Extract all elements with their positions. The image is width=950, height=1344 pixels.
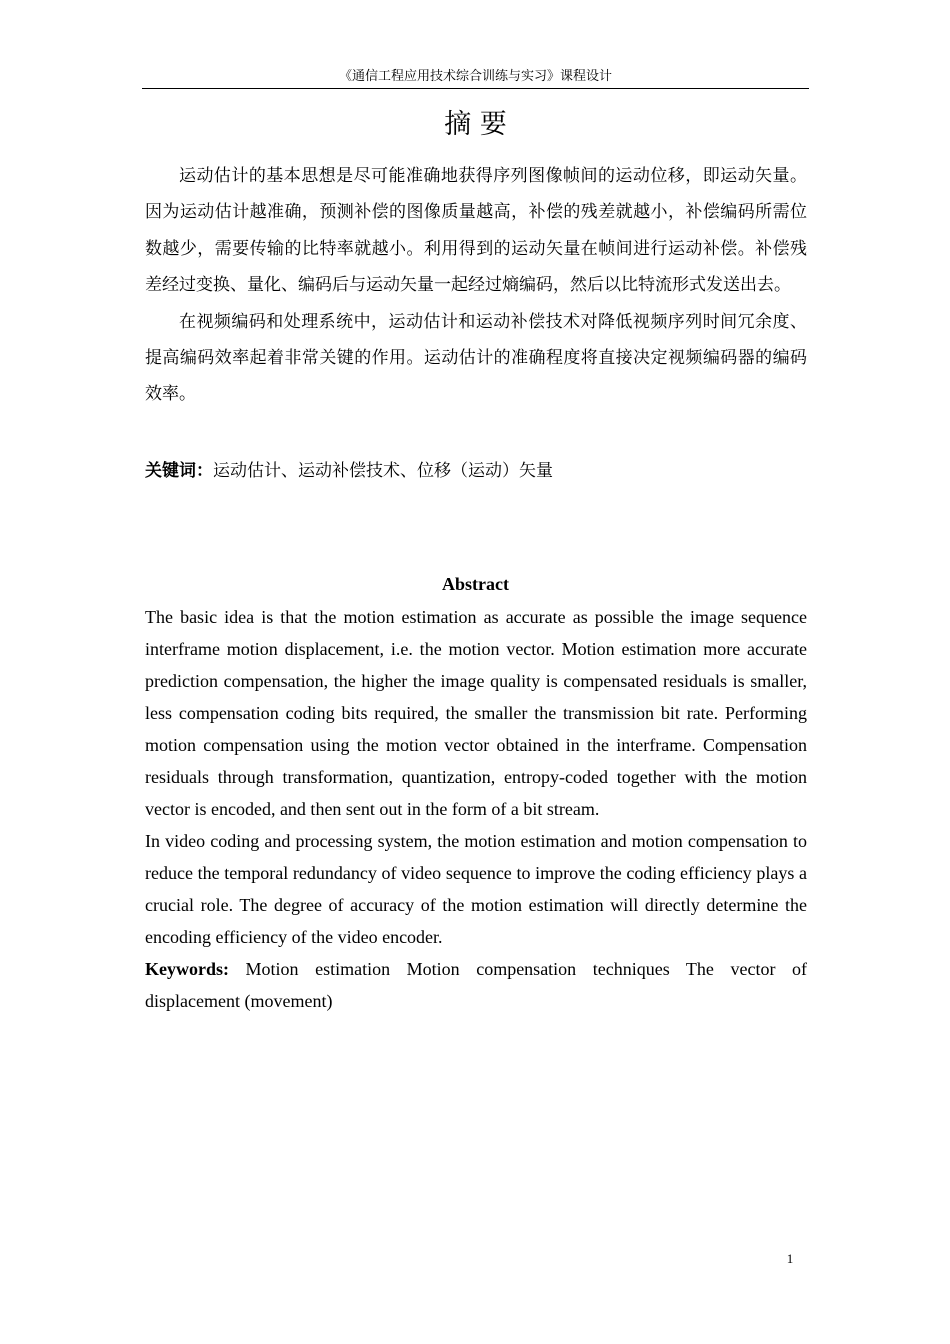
english-keywords-label: Keywords: [145,959,229,979]
page-number: 1 [786,1251,794,1266]
chinese-keywords [145,456,807,486]
chinese-keywords-label: 关键词： [145,461,213,481]
english-abstract-paragraph: The basic idea is that the motion estimation as accurate as possible the image sequence interframe motion displacement, i.e. the motion vector. Motion estimation more accurate prediction compensation, the higher the image quality is compensated residuals is smaller, less compensation coding bits required, the smaller the transmission bit rate. Performing motion compensation using the motion vector obtained in the interframe. Compensation residuals through transformation, quantization, entropy-coded together with the motion vector is encoded, and then sent out in the form of a bit stream. [145,607,807,819]
page-header: 《通信工程应用技术综合训练与实习》课程设计 [338,69,612,84]
chinese-keywords-text: 运动估计、运动补偿技术、位移（运动）矢量 [213,461,553,481]
chinese-abstract-body [145,158,807,413]
chinese-abstract-title: 摘 要 [444,109,507,140]
chinese-abstract-paragraph: 在视频编码和处理系统中，运动估计和运动补偿技术对降低视频序列时间冗余度、提高编码效率起着非常关键的作用。运动估计的准确程度将直接决定视频编码器的编码效率。 [145,311,807,405]
english-abstract-paragraph: In video coding and processing system, the motion estimation and motion compensation to reduce the temporal redundancy of video sequence to improve the coding efficiency plays a crucial role. The degree of accuracy of the motion estimation will directly determine the encoding efficiency of the video encoder. [145,831,807,947]
english-keywords [145,953,807,1017]
english-abstract-body [145,601,807,1017]
header-divider [142,88,809,89]
chinese-abstract-paragraph: 运动估计的基本思想是尽可能准确地获得序列图像帧间的运动位移，即运动矢量。因为运动估计越准确，预测补偿的图像质量越高，补偿的残差就越小，补偿编码所需位数越少，需要传输的比特率就越小。利用得到的运动矢量在帧间进行运动补偿。补偿残差经过变换、量化、编码后与运动矢量一起经过熵编码，然后以比特流形式发送出去。 [145,166,807,296]
english-abstract-title: Abstract [442,574,509,594]
english-keywords-text: Motion estimation Motion compensation techniques The vector of displacement (movement) [145,959,807,1011]
